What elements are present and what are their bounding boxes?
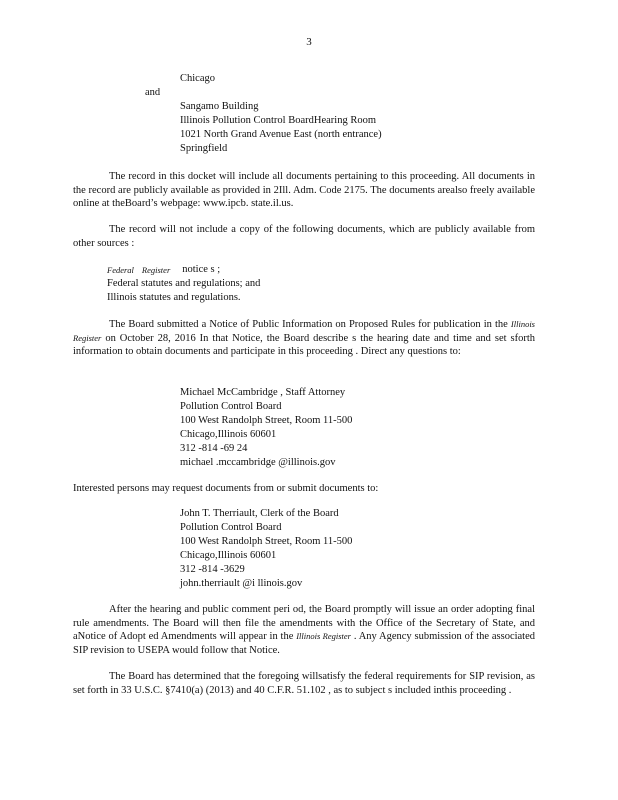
contact-email: john.therriault @i llinois.gov <box>180 578 303 589</box>
register-word: Register <box>141 265 171 275</box>
contact-email: michael .mccambridge @illinois.gov <box>180 457 336 468</box>
paragraph-not-include: The record will not include a copy of the following documents, which are publicly available from other sources : <box>73 224 535 249</box>
address-line: Illinois Pollution Control BoardHearing Room <box>180 115 376 126</box>
notice-text: The Board submitted a Notice of Public Information on Proposed Rules for publication in the <box>109 319 508 330</box>
after-hearing-text: After the hearing and public comment peri od, the Board promptly will issue an order adopting final rule amendments. The Board will then file the amendments with the Office of the Secretary of State, and aNotice of Adopt ed Amendments will appear in the <box>73 604 535 642</box>
contact-line: Pollution Control Board <box>180 522 282 533</box>
list-item <box>92 291 260 305</box>
bullet-mark <box>92 277 107 291</box>
paragraph-notice <box>73 318 535 359</box>
springfield-address <box>180 100 382 156</box>
contact-clerk <box>180 507 352 591</box>
bullet-text: Federal statutes and regulations; and <box>107 278 261 289</box>
contact-phone: 312 -814 -3629 <box>180 564 245 575</box>
illinois-register-ref: Illinois Register <box>296 631 351 641</box>
contact-line: Pollution Control Board <box>180 401 282 412</box>
contact-staff-attorney <box>180 386 352 470</box>
contact-line: 100 West Randolph Street, Room 11-500 <box>180 536 353 547</box>
bullet-text: Illinois statutes and regulations. <box>107 292 241 303</box>
illinois-register-ref: Illinois Register <box>73 319 535 343</box>
list-item <box>92 277 260 291</box>
contact-line: Chicago,Illinois 60601 <box>180 550 277 561</box>
paragraph-record: The record in this docket will include all documents pertaining to this proceeding. All documents in the record are publicly available as provided in 2Ill. Adm. Code 2175. The documents arealso freely available online at theBoard’s webpage: www.ipcb. state.il.us. <box>73 171 535 209</box>
contact-name: John T. Therriault, Clerk of the Board <box>180 508 339 519</box>
contact-phone: 312 -814 -69 24 <box>180 443 248 454</box>
bullet-text: notice s ; <box>182 264 221 275</box>
location-and: and <box>145 87 161 98</box>
address-line: Springfield <box>180 143 228 154</box>
after-hearing-text: . Any Agency submission of the associated SIP revision to USEPA would follow that Notice. <box>73 631 536 656</box>
bullet-mark <box>92 263 107 277</box>
contact-line: 100 West Randolph Street, Room 11-500 <box>180 415 353 426</box>
address-line: Sangamo Building <box>180 101 259 112</box>
contact-name: Michael McCambridge , Staff Attorney <box>180 387 346 398</box>
address-line: 1021 North Grand Avenue East (north entrance) <box>180 129 382 140</box>
location-chicago: Chicago <box>180 73 215 84</box>
notice-text: on October 28, 2016 In that Notice, the Board describe s the hearing date and time and set sforth information to obtain documents and participate in this proceeding . Direct any questions to: <box>73 332 536 357</box>
paragraph-interested: Interested persons may request documents from or submit documents to: <box>73 483 379 494</box>
paragraph-after-hearing <box>73 603 535 657</box>
federal-word: Federal <box>107 265 134 275</box>
contact-line: Chicago,Illinois 60601 <box>180 429 277 440</box>
bullet-list <box>92 263 260 305</box>
list-item <box>92 263 260 277</box>
paragraph-determined: The Board has determined that the foregoing willsatisfy the federal requirements for SIP revision, as set forth in 33 U.S.C. §7410(a) (2013) and 40 C.F.R. 51.102 , as to subject s included inthis proceeding . <box>73 671 535 696</box>
bullet-mark <box>92 291 107 305</box>
page-number: 3 <box>306 36 312 48</box>
